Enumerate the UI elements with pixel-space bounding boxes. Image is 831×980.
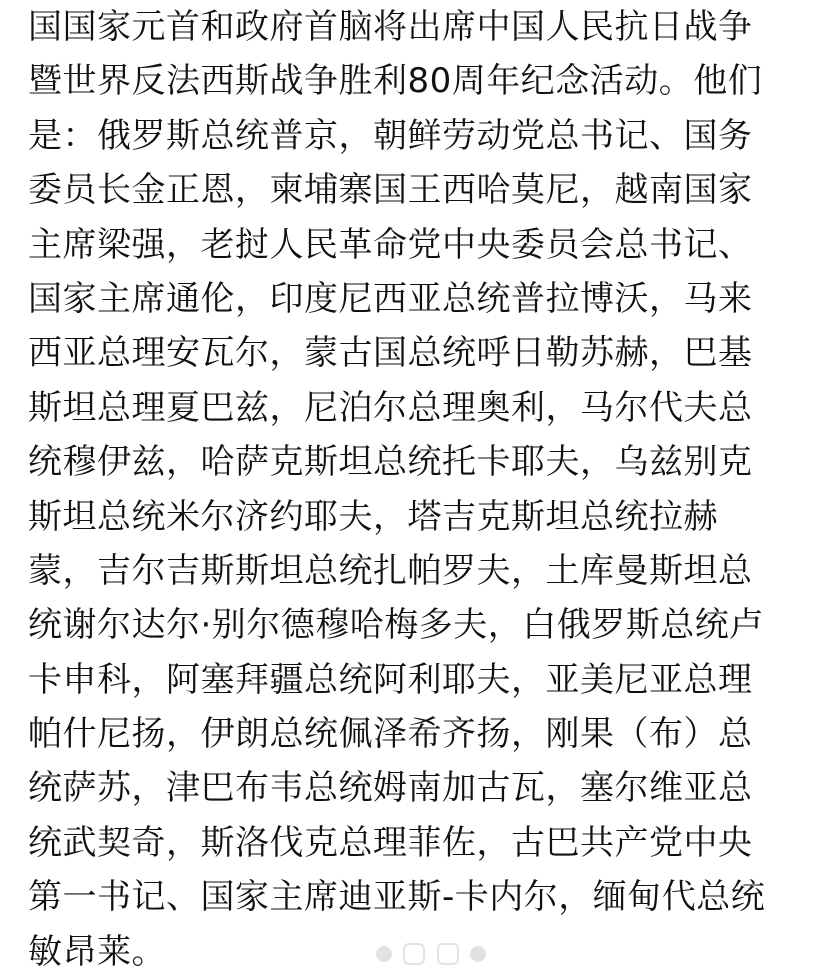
- faint-watermark-icon: [376, 940, 486, 968]
- post-line-15: 统萨苏，津巴布韦总统姆南加古瓦，塞尔维亚总: [28, 768, 753, 809]
- post-line-13: 卡申科，阿塞拜疆总统阿利耶夫，亚美尼亚总理: [28, 659, 753, 700]
- post-line-16: 统武契奇，斯洛伐克总理菲佐，古巴共产党中央: [28, 822, 753, 863]
- post-line-14: 帕什尼扬，伊朗总统佩泽希齐扬，刚果（布）总: [28, 714, 753, 755]
- watermark-square-icon: [437, 943, 459, 965]
- post-line-4: 委员长金正恩，柬埔寨国王西哈莫尼，越南国家: [28, 170, 753, 211]
- watermark-square-icon: [403, 943, 425, 965]
- post-line-18: 敏昂莱。: [28, 931, 166, 972]
- post-body-text: [28, 0, 808, 979]
- post-line-10: 斯坦总统米尔济约耶夫，塔吉克斯坦总统拉赫: [28, 496, 718, 537]
- post-line-3: 是：俄罗斯总统普京，朝鲜劳动党总书记、国务: [28, 115, 753, 156]
- post-line-17: 第一书记、国家主席迪亚斯-卡内尔，缅甸代总统: [28, 877, 766, 918]
- watermark-dot-icon: [470, 946, 486, 962]
- post-line-12: 统谢尔达尔·别尔德穆哈梅多夫，白俄罗斯总统卢: [28, 605, 764, 646]
- post-line-5: 主席梁强，老挝人民革命党中央委员会总书记、: [28, 224, 753, 265]
- post-line-2: 暨世界反法西斯战争胜利80周年纪念活动。他们: [28, 61, 763, 102]
- post-line-9: 统穆伊兹，哈萨克斯坦总统托卡耶夫，乌兹别克: [28, 442, 753, 483]
- post-line-11: 蒙，吉尔吉斯斯坦总统扎帕罗夫，土库曼斯坦总: [28, 550, 753, 591]
- post-line-6: 国家主席通伦，印度尼西亚总统普拉博沃，马来: [28, 278, 753, 319]
- watermark-dot-icon: [376, 946, 392, 962]
- post-line-8: 斯坦总理夏巴兹，尼泊尔总理奥利，马尔代夫总: [28, 387, 753, 428]
- post-line-7: 西亚总理安瓦尔，蒙古国总统呼日勒苏赫，巴基: [28, 333, 753, 374]
- post-line-1: 国国家元首和政府首脑将出席中国人民抗日战争: [28, 7, 753, 47]
